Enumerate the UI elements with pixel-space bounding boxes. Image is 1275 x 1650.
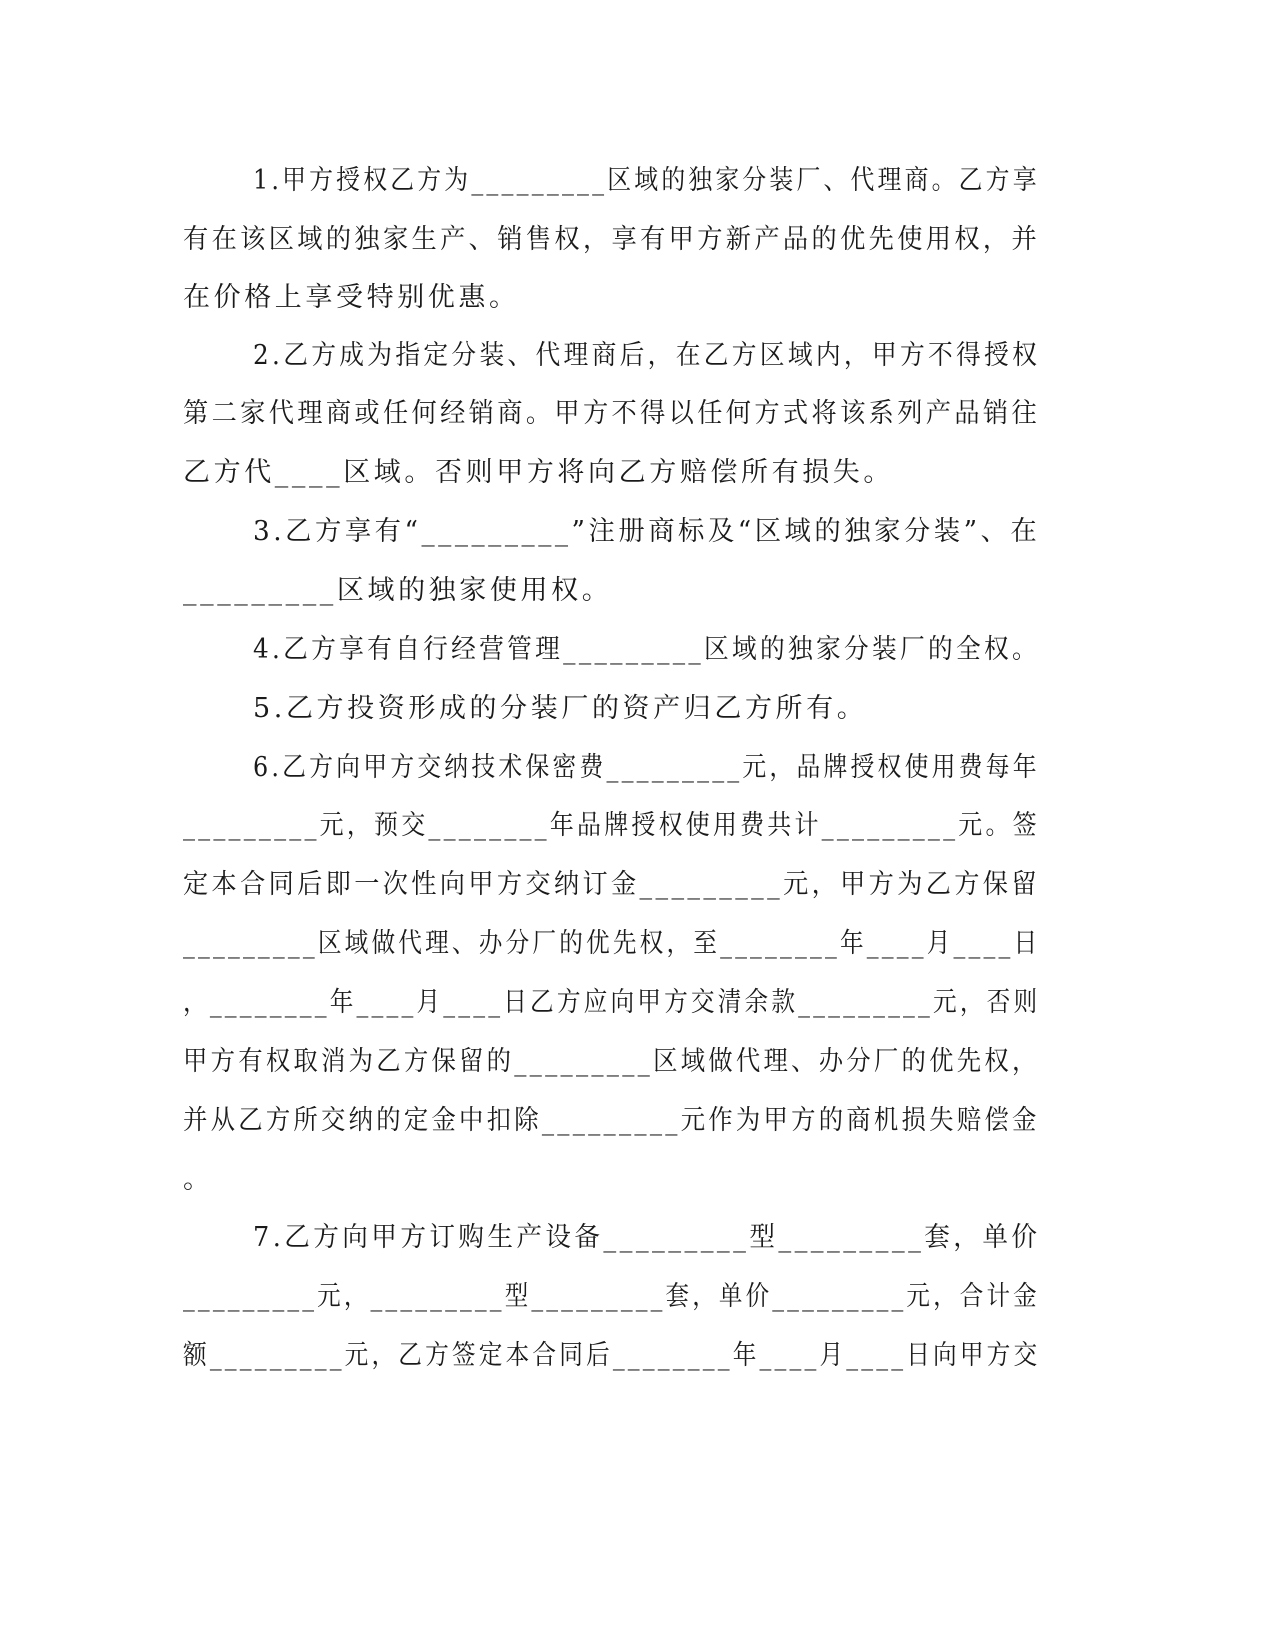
clause-2-line-2: 第二家代理商或任何经销商。甲方不得以任何方式将该系列产品销往 <box>183 398 1041 429</box>
clause-6-line-6: 甲方有权取消为乙方保留的_________区域做代理、办分厂的优先权， <box>183 1046 1040 1077</box>
clause-2-line-1: 2.乙方成为指定分装、代理商后，在乙方区域内，甲方不得授权 <box>253 340 1041 371</box>
clause-6-line-8: 。 <box>183 1164 214 1195</box>
clause-6-line-5: ，________年____月____日乙方应向甲方交清余款_________元，否则 <box>183 987 1041 1018</box>
clause-6-line-3: 定本合同后即一次性向甲方交纳订金_________元，甲方为乙方保留 <box>183 869 1040 900</box>
clause-6-line-4: _________区域做代理、办分厂的优先权，至________年____月____日 <box>183 928 1041 959</box>
clause-3-line-2: _________区域的独家使用权。 <box>183 575 613 606</box>
clause-4-line-1: 4.乙方享有自行经营管理_________区域的独家分装厂的全权。 <box>253 634 1041 665</box>
clause-6-line-2: _________元，预交________年品牌授权使用费共计_________元。签 <box>183 810 1040 841</box>
clause-5-line-1: 5.乙方投资形成的分装厂的资产归乙方所有。 <box>253 693 868 724</box>
clause-6-line-7: 并从乙方所交纳的定金中扣除_________元作为甲方的商机损失赔偿金 <box>183 1105 1040 1136</box>
clause-1-line-1: 1.甲方授权乙方为_________区域的独家分装厂、代理商。乙方享 <box>253 165 1040 196</box>
clause-7-line-3: 额_________元，乙方签定本合同后________年____月____日向甲方交 <box>183 1340 1041 1371</box>
clause-3-line-1: 3.乙方享有“_________”注册商标及“区域的独家分装”、在 <box>253 516 1041 547</box>
clause-1-line-3: 在价格上享受特别优惠。 <box>183 282 520 313</box>
clause-7-line-2: _________元，_________型_________套，单价_________元，合计金 <box>183 1281 1040 1312</box>
clause-7-line-1: 7.乙方向甲方订购生产设备_________型_________套，单价 <box>253 1222 1041 1253</box>
clause-6-line-1: 6.乙方向甲方交纳技术保密费_________元，品牌授权使用费每年 <box>253 752 1040 783</box>
clause-2-line-3: 乙方代____区域。否则甲方将向乙方赔偿所有损失。 <box>183 457 894 488</box>
clause-1-line-2: 有在该区域的独家生产、销售权，享有甲方新产品的优先使用权，并 <box>183 224 1041 255</box>
